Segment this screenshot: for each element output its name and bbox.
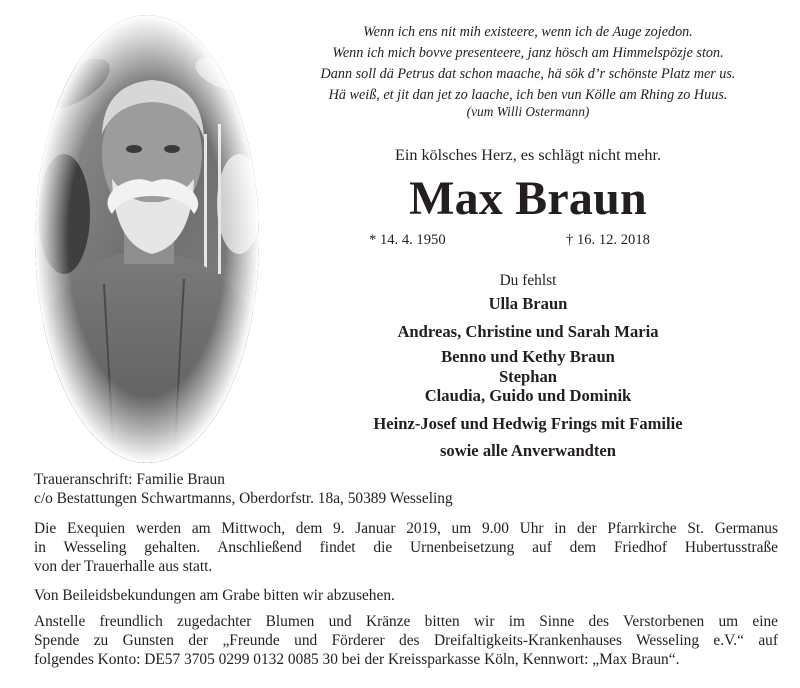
address-line: c/o Bestattungen Schwartmanns, Oberdorfstr. 18a, 50389 Wesseling [34,490,453,507]
poem-line: Dann soll dä Petrus dat schon maache, hä sök d’r schönste Platz mer us. [320,66,736,82]
donation-request [34,612,778,669]
donation-line: Spende zu Gunsten der „Freunde und Förderer des Dreifaltigkeits-Krankenhauses Wesseling e.V.“ auf [34,632,778,649]
mourner-name: sowie alle Anverwandten [439,441,617,460]
poem-credit: (vum Willi Ostermann) [466,104,590,119]
poem-line: Wenn ich mich bovve presenteere, janz hösch am Himmelspözje ston. [332,45,724,61]
mourner-name: Ulla Braun [488,294,568,313]
portrait-photo [34,14,260,464]
tagline: Ein kölsches Herz, es schlägt nicht mehr. [394,146,662,164]
funeral-line: Die Exequien werden am Mittwoch, dem 9. Januar 2019, um 9.00 Uhr in der Pfarrkirche St. Germanus [34,520,778,537]
portrait-photo-icon [34,14,260,464]
mourner-name: Claudia, Guido und Dominik [424,386,632,405]
death-date: † 16. 12. 2018 [566,232,650,248]
mourning-address [34,470,778,508]
mourner-name: Stephan [498,367,558,386]
poem [258,22,798,106]
funeral-details [34,519,778,576]
address-line: Traueranschrift: Familie Braun [34,471,225,488]
poem-line: Wenn ich ens nit mih existeere, wenn ich de Auge zojedon. [363,24,693,40]
mourner-name: Andreas, Christine und Sarah Maria [397,322,659,341]
donation-line: Anstelle freundlich zugedachter Blumen und Kränze bitten wir im Sinne des Verstorbenen um eine [34,613,778,630]
mourner-name: Benno und Kethy Braun [441,347,615,366]
poem-line: Hä weiß, et jit dan jet zo laache, ich ben vun Kölle am Rhing zo Huus. [328,87,728,103]
donation-line: folgendes Konto: DE57 3705 0299 0132 0085 30 bei der Kreissparkasse Köln, Kennwort: „Max Braun“. [34,651,680,668]
birth-date: * 14. 4. 1950 [369,232,446,248]
funeral-line: in Wesseling gehalten. Anschließend findet die Urnenbeisetzung auf dem Friedhof Hubertusstraße [34,539,778,556]
mourners-intro: Du fehlst [499,272,557,289]
mourner-name: Heinz-Josef und Hedwig Frings mit Familie [373,414,683,433]
deceased-name: Max Braun [409,172,647,225]
condolences-note: Von Beileidsbekundungen am Grabe bitten wir abzusehen. [34,587,395,604]
mourners-list [258,270,798,464]
funeral-line: von der Trauerhalle aus statt. [34,558,213,575]
